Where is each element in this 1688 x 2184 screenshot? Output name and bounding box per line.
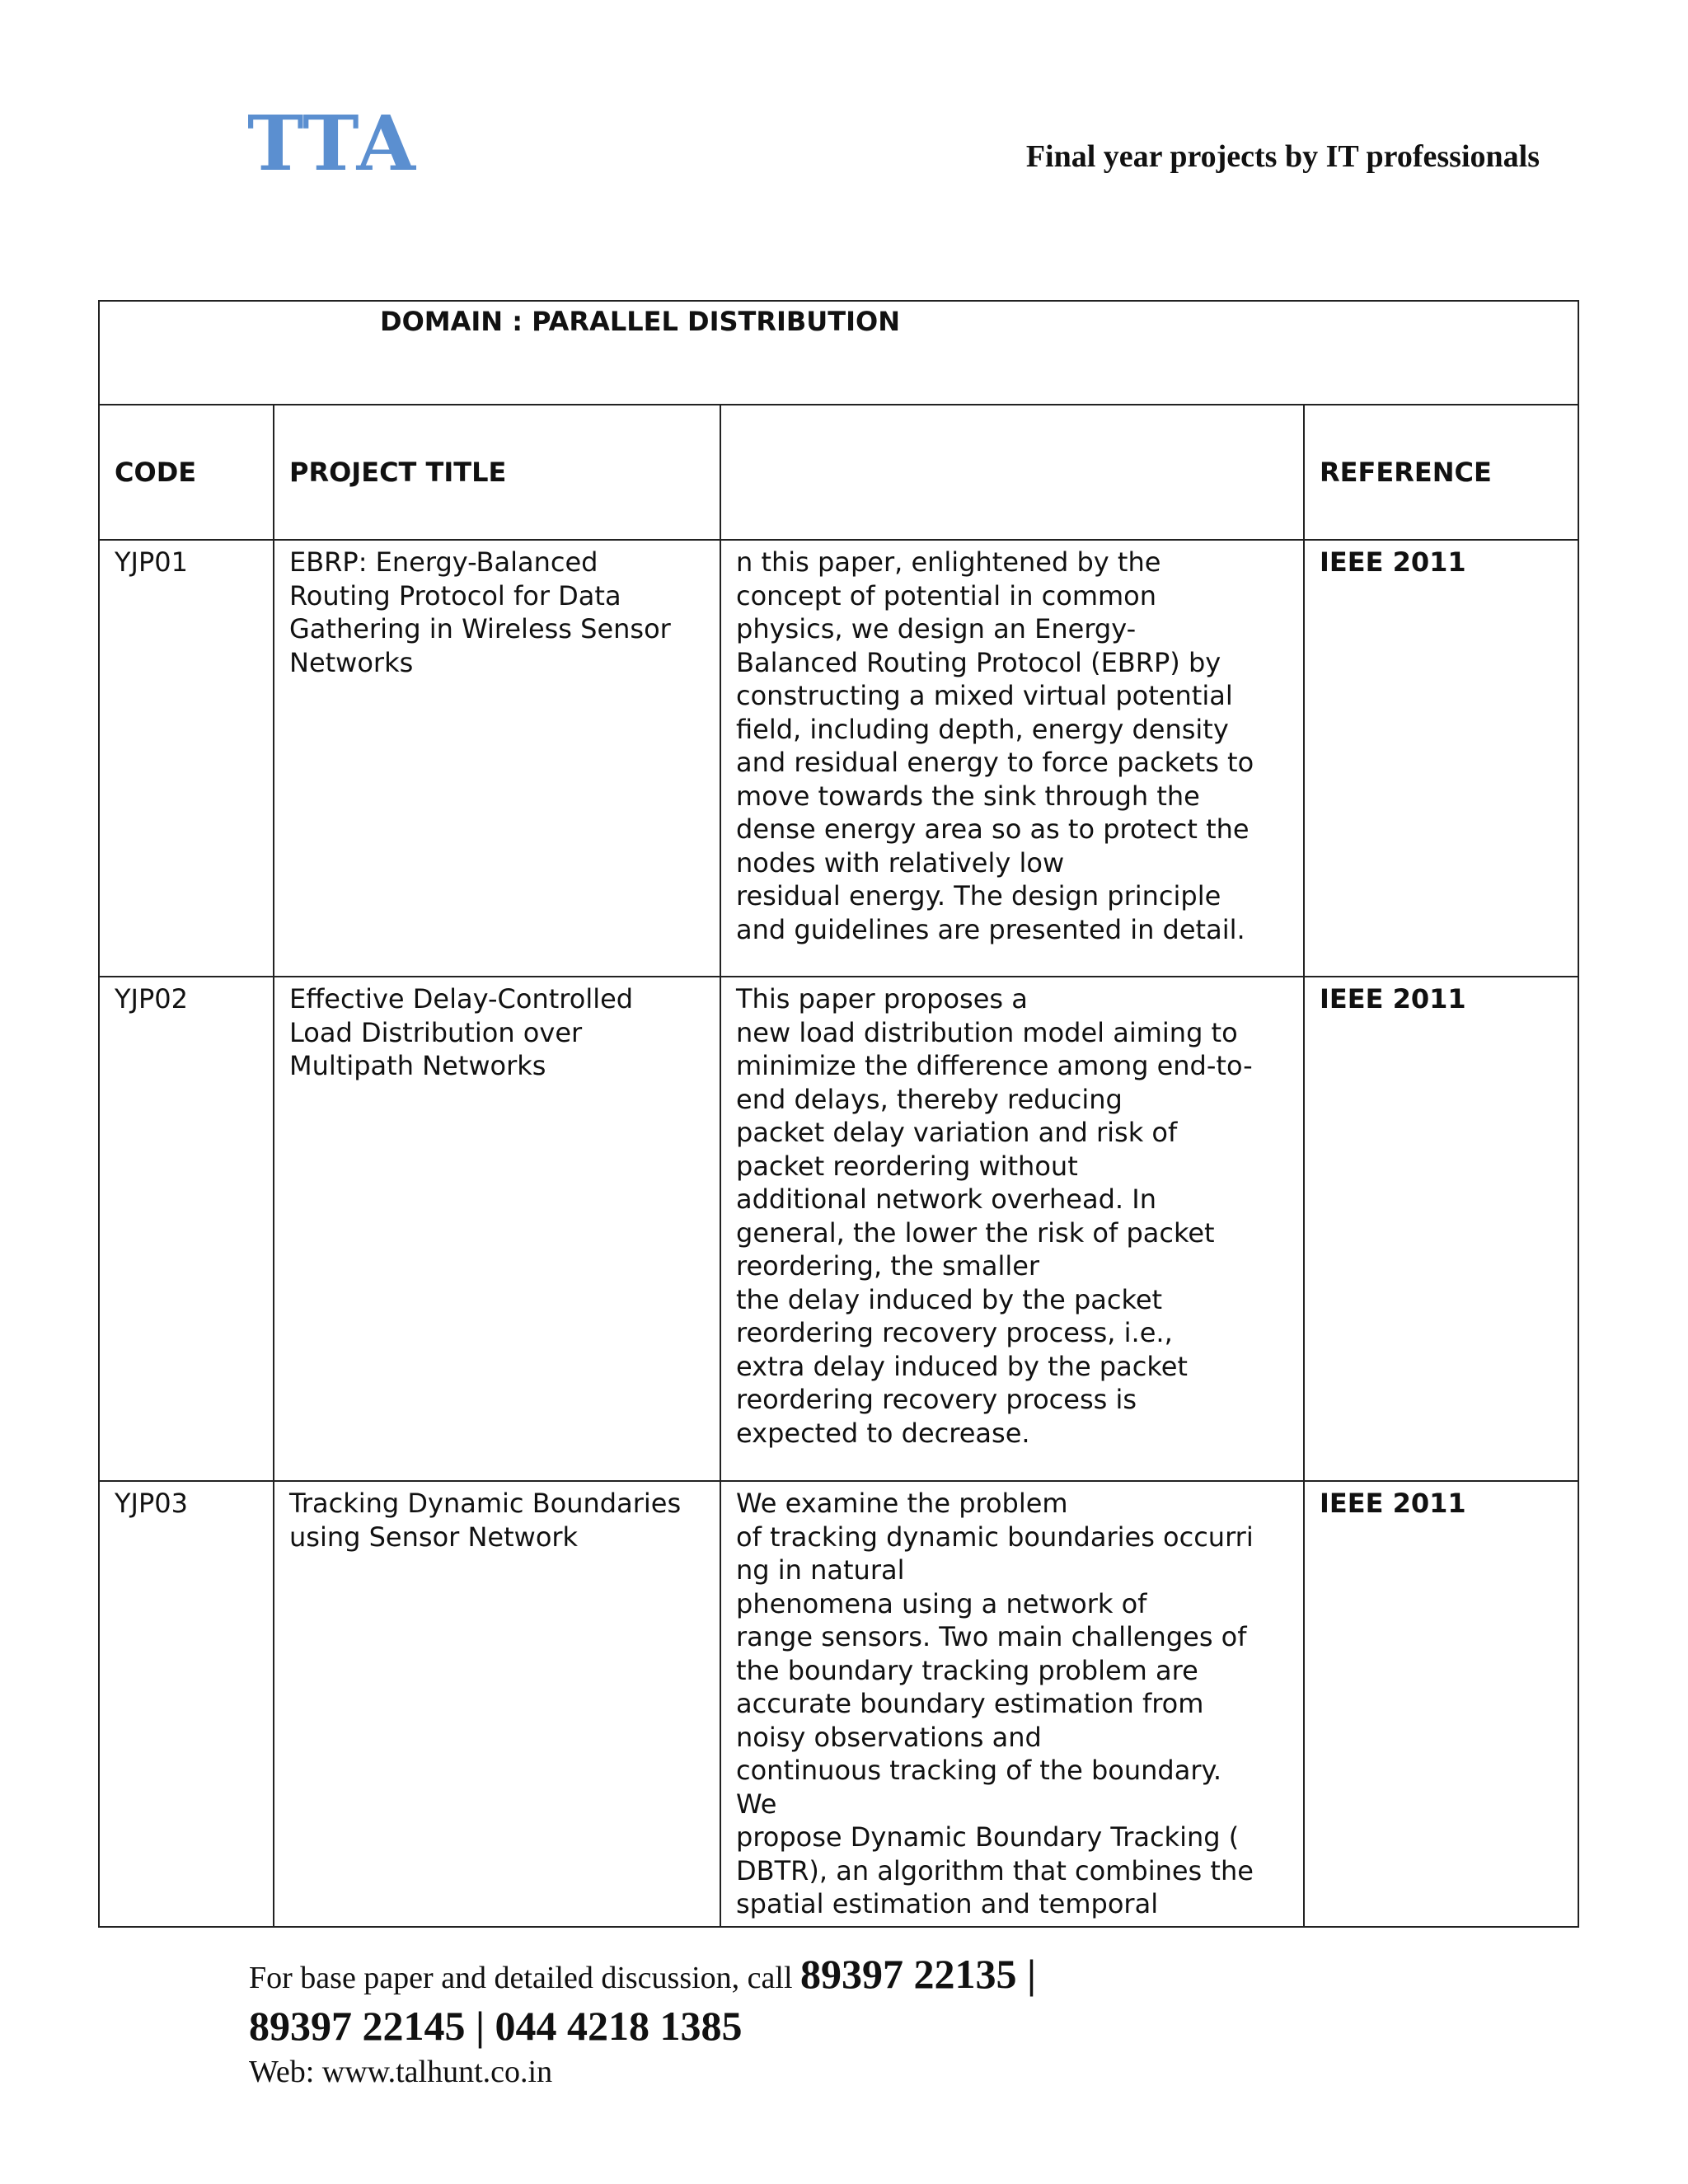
footer-contact [249,1952,1036,2093]
table-row [99,540,1578,977]
project-code: YJP01 [99,540,274,977]
project-description: n this paper, enlightened by the concept of potential in common physics, we design an Energy- Balanced Routing Protocol (EBRP) by constructing a mixed virtual potential field, including depth, energy density and residual energy to force packets to move towards the sink through the dense energy area so as to protect the nodes with relatively low residual energy. The design principle and guidelines are presented in detail. [720,540,1304,977]
project-reference: IEEE 2011 [1304,977,1578,1481]
project-reference: IEEE 2011 [1304,540,1578,977]
tta-logo: TTA [247,99,417,188]
project-description: This paper proposes a new load distribution model aiming to minimize the difference among end-to- end delays, thereby reducing packet delay variation and risk of packet reordering without additional network overhead. In general, the lower the risk of packet reordering, the smaller the delay induced by the packet reordering recovery process, i.e., extra delay induced by the packet reordering recovery process is expected to decrease. [720,977,1304,1481]
footer-website: Web: www.talhunt.co.in [249,2055,553,2089]
header-code: CODE [99,405,274,540]
project-title: Tracking Dynamic Boundaries using Sensor Network [274,1481,720,1927]
header-project-title: PROJECT TITLE [274,405,720,540]
footer-call-text: For base paper and detailed discussion, call [249,1961,801,1995]
project-code: YJP03 [99,1481,274,1927]
domain-cell [99,301,1578,405]
footer-phone-numbers: 89397 22145 | 044 4218 1385 [249,2003,743,2049]
project-reference: IEEE 2011 [1304,1481,1578,1927]
table-row [99,977,1578,1481]
project-title: EBRP: Energy-Balanced Routing Protocol for Data Gathering in Wireless Sensor Networks [274,540,720,977]
footer-phone-primary: 89397 22135 | [800,1951,1037,1997]
projects-table [98,300,1579,1928]
header-description [720,405,1304,540]
tagline: Final year projects by IT professionals [1025,139,1540,174]
domain-title: DOMAIN : PARALLEL DISTRIBUTION [380,306,900,337]
project-description: We examine the problem of tracking dynamic boundaries occurri ng in natural phenomena using a network of range sensors. Two main challenges of the boundary tracking problem are accurate boundary estimation from noisy observations and continuous tracking of the boundary. We propose Dynamic Boundary Tracking ( DBTR), an algorithm that combines the spatial estimation and temporal [720,1481,1304,1927]
footer-call-line [249,1952,1036,2000]
project-code: YJP02 [99,977,274,1481]
table-header-row [99,405,1578,540]
table-row [99,1481,1578,1927]
header-reference: REFERENCE [1304,405,1578,540]
domain-row [99,301,1578,405]
project-title: Effective Delay-Controlled Load Distribution over Multipath Networks [274,977,720,1481]
